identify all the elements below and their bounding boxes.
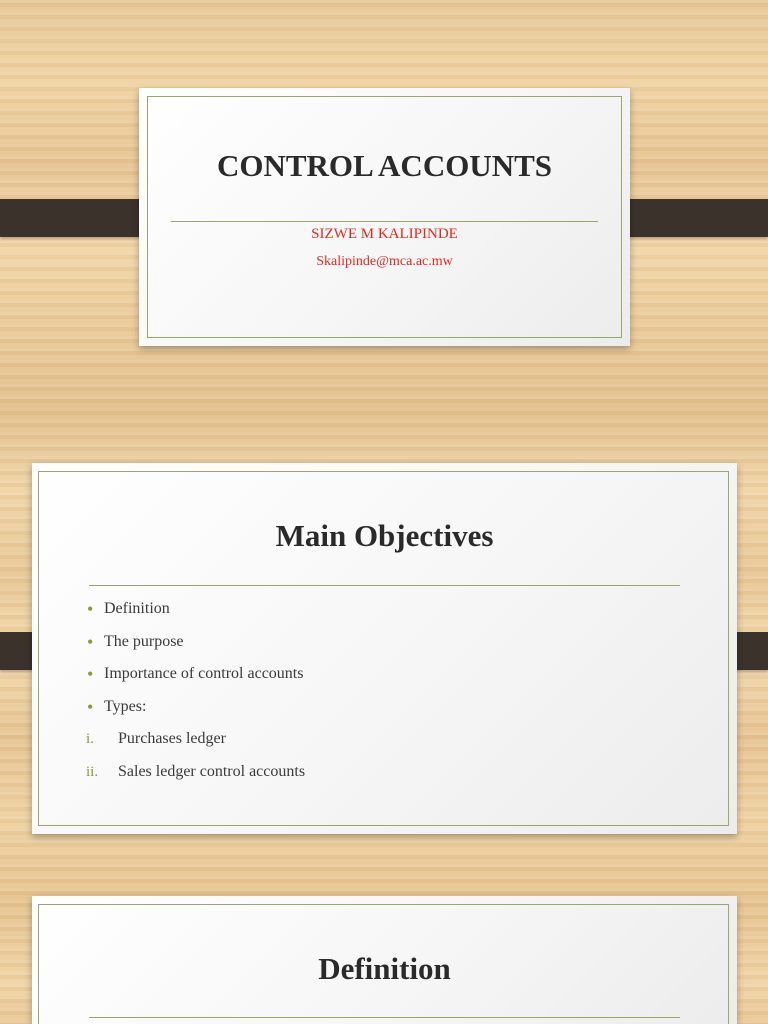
author-name: SIZWE M KALIPINDE (311, 226, 458, 242)
list-item (86, 696, 646, 729)
bullet-marker: • (87, 631, 94, 652)
list-item (86, 663, 646, 696)
author-email: Skalipinde@mca.ac.mw (316, 254, 453, 269)
list-item-text: Types: (104, 697, 147, 715)
slide1-strap-right (613, 199, 768, 237)
bullet-marker: • (87, 599, 94, 619)
slide-title: Definition (318, 951, 451, 986)
list-item (86, 598, 646, 631)
slide1-strap-left (0, 199, 156, 237)
bullet-marker: • (87, 664, 94, 685)
definition-slide (32, 896, 737, 1024)
list-item (86, 728, 646, 761)
list-item (86, 631, 646, 664)
numeral-marker: ii. (86, 763, 99, 780)
list-item-text: Importance of control accounts (104, 665, 304, 683)
title-divider (89, 1017, 680, 1018)
slide-title: CONTROL ACCOUNTS (216, 148, 553, 183)
title-divider (171, 221, 598, 222)
objectives-list (86, 598, 646, 794)
slide-title: Main Objectives (275, 518, 494, 553)
objectives-slide (32, 463, 737, 834)
list-item-text: The purpose (104, 632, 184, 650)
bullet-marker: • (87, 696, 94, 717)
title-slide (139, 88, 630, 346)
list-item (86, 761, 646, 794)
list-item-text: Purchases ledger (118, 730, 226, 748)
title-divider (89, 585, 680, 586)
list-item-text: Definition (104, 600, 170, 617)
list-item-text: Sales ledger control accounts (118, 762, 306, 780)
slide-inner-border (147, 96, 622, 338)
numeral-marker: i. (86, 731, 94, 748)
